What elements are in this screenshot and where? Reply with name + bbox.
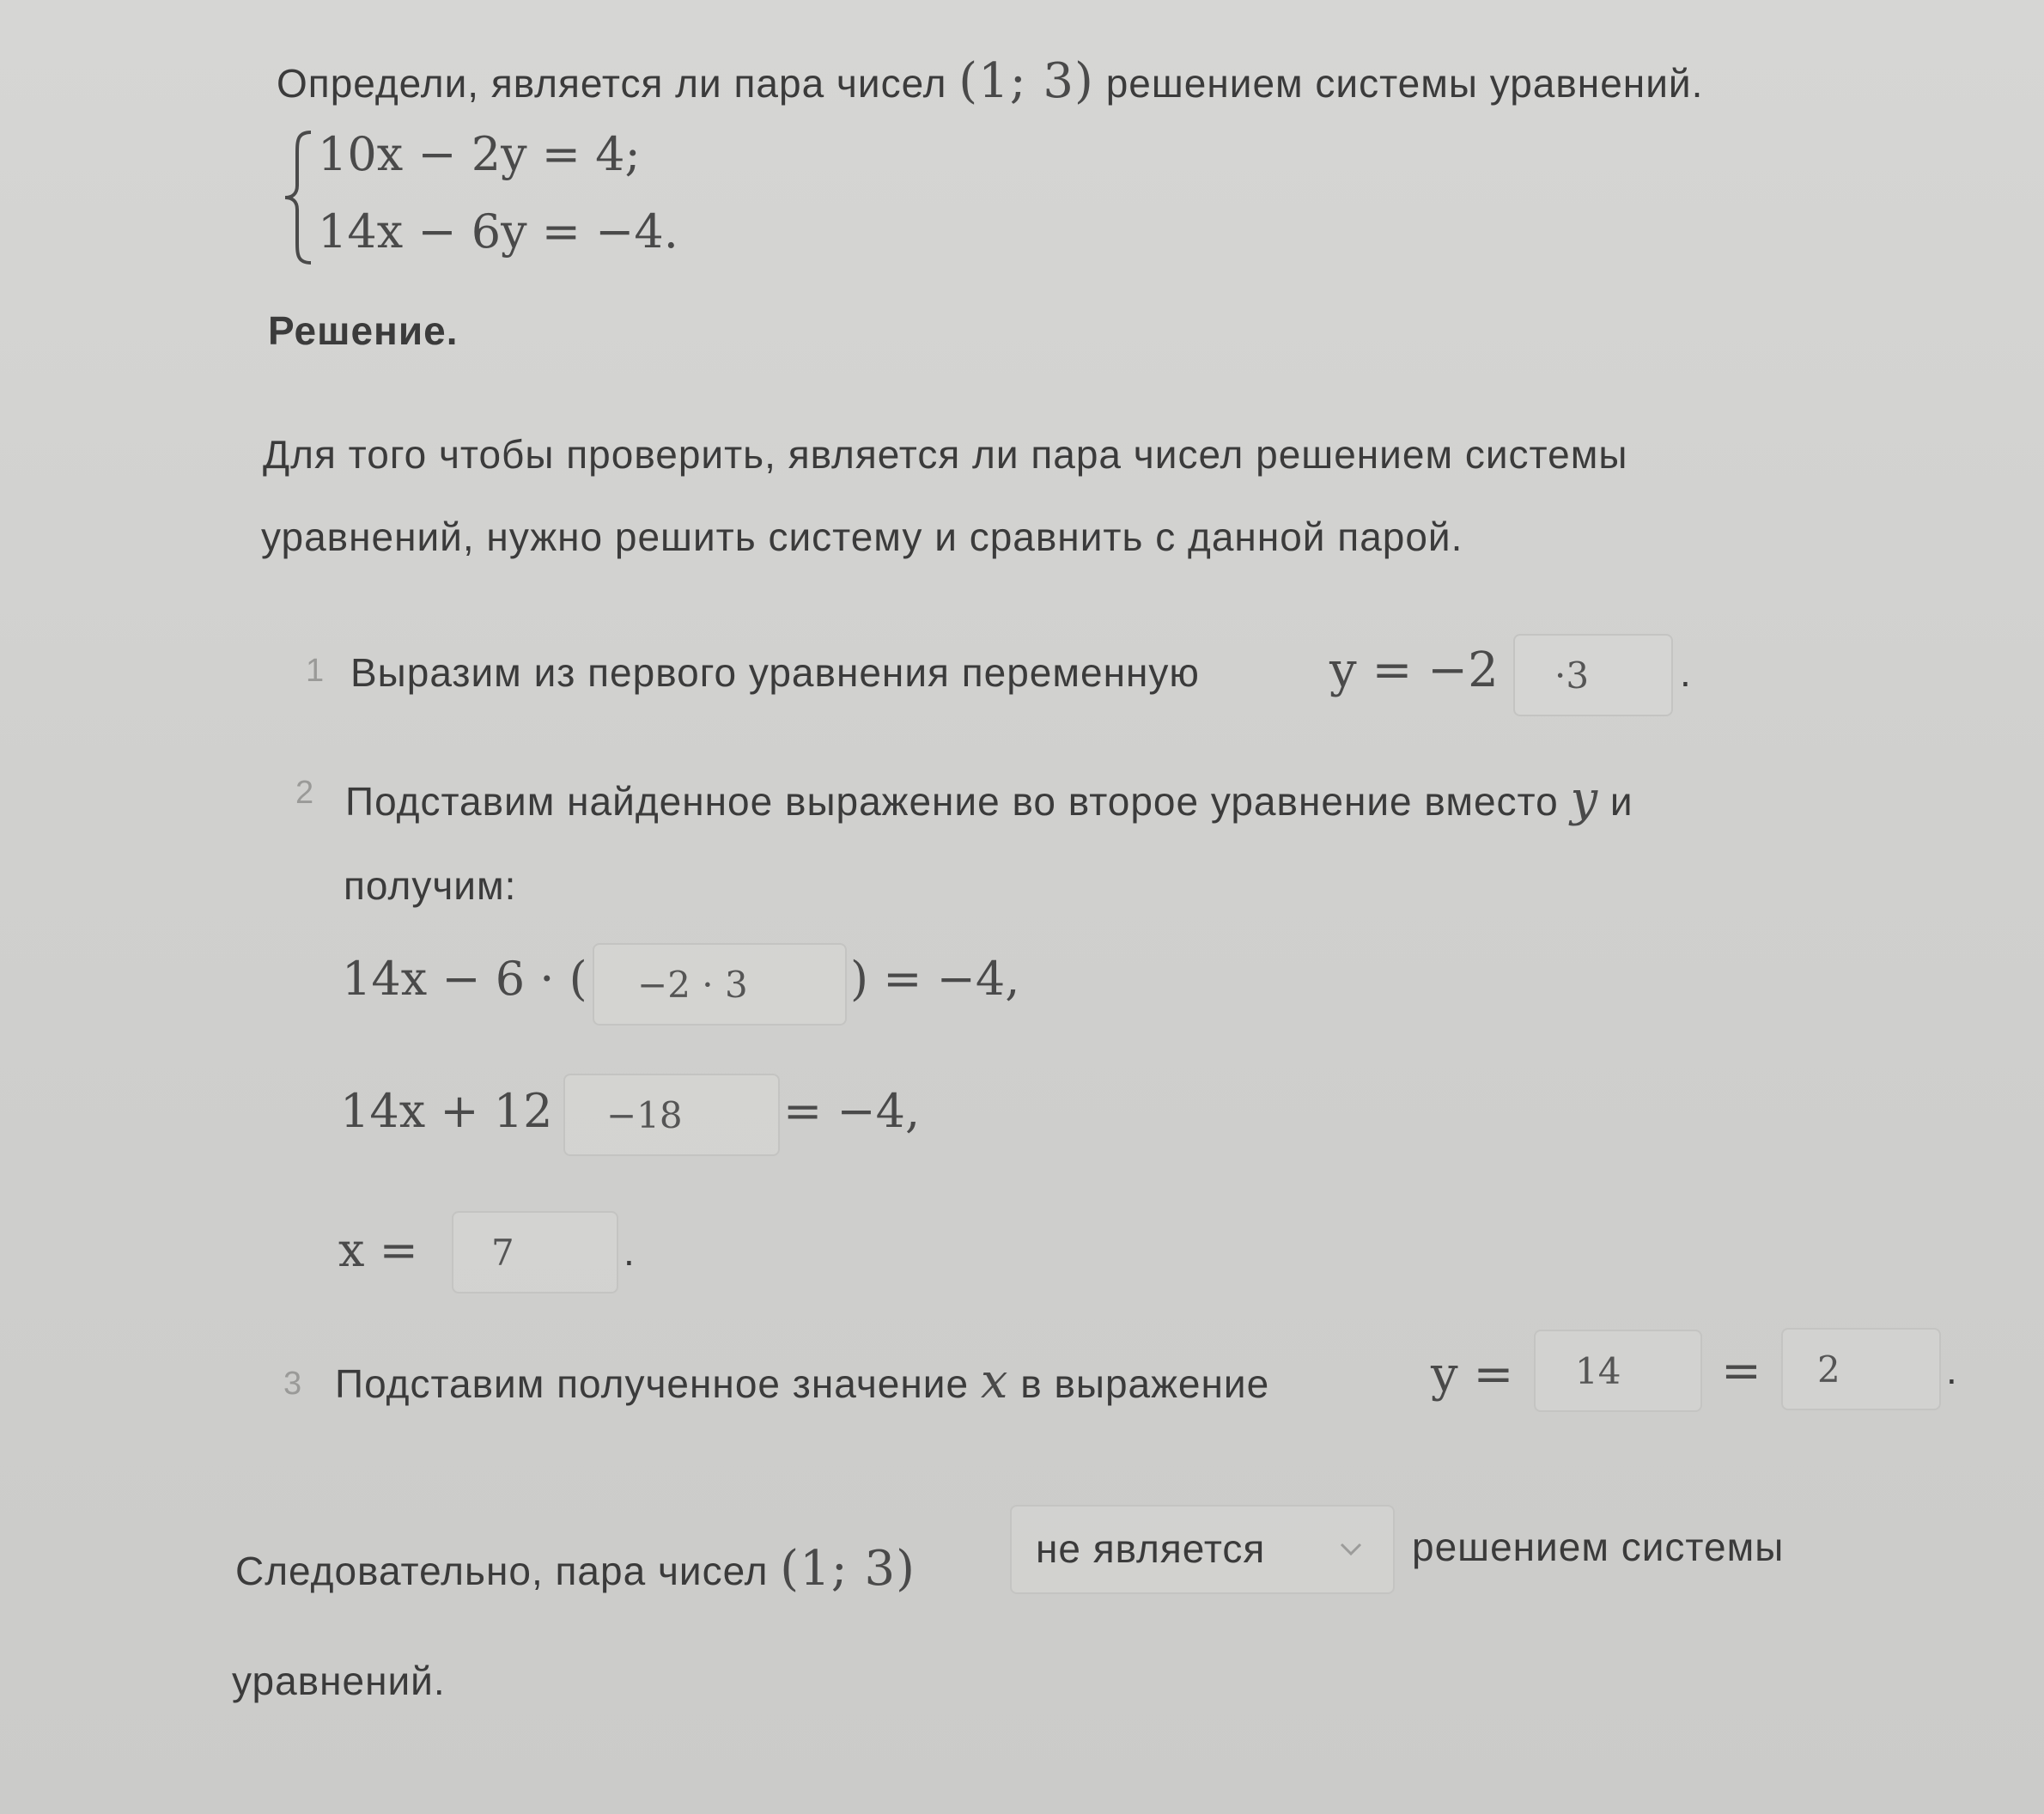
conclusion-text-1: Следовательно, пара чисел (1; 3): [235, 1541, 916, 1597]
system-brace: [282, 129, 316, 266]
step-1-number: 1: [306, 653, 325, 689]
solution-intro-line1: Для того чтобы проверить, является ли пара чисел решением системы: [263, 432, 1628, 477]
step-1-period: .: [1680, 650, 1692, 695]
step-3-answer-1-value: 14: [1575, 1349, 1621, 1392]
conclusion-text-3: уравнений.: [232, 1659, 446, 1703]
step-2-line-c-left: x =: [338, 1223, 418, 1277]
step-2-line-c-input[interactable]: [452, 1211, 618, 1294]
step-2-line-b-left: 14x + 12: [340, 1084, 553, 1138]
step-3-period: .: [1946, 1348, 1958, 1392]
step-3-expression: y =: [1431, 1347, 1514, 1403]
task-pair: (1; 3): [958, 53, 1094, 109]
task-prompt: Определи, является ли пара чисел (1; 3) решением системы уравнений.: [277, 53, 1704, 109]
step-1-expression: y = −2: [1329, 642, 1499, 698]
step-2-line-b-value: −18: [606, 1093, 683, 1136]
step-2-line-b-input[interactable]: [563, 1074, 780, 1156]
step-2-line-a-value: −2 · 3: [637, 963, 748, 1006]
step-3-answer-2-input[interactable]: [1781, 1328, 1941, 1410]
solution-intro-line2: уравнений, нужно решить систему и сравнить с данной парой.: [261, 514, 1463, 559]
step-2-line-a-right: ) = −4,: [850, 952, 1020, 1006]
equation-2: 14x − 6y = −4.: [318, 204, 678, 259]
equation-1: 10x − 2y = 4;: [318, 127, 641, 181]
conclusion-select-value: не является: [1036, 1526, 1266, 1571]
step-3-number: 3: [283, 1366, 302, 1402]
step-2-line-a-left: 14x − 6 · (: [342, 952, 587, 1006]
chevron-down-icon: [1338, 1541, 1364, 1558]
step-3-equals: =: [1721, 1343, 1761, 1399]
step-1-answer-input[interactable]: [1513, 634, 1673, 716]
step-2-text-line2: получим:: [344, 863, 517, 908]
step-2-line-c-period: .: [624, 1229, 636, 1274]
step-3-answer-2-value: 2: [1817, 1348, 1840, 1391]
conclusion-select[interactable]: [1010, 1505, 1395, 1594]
conclusion-pair: (1; 3): [780, 1541, 916, 1597]
step-2-variable: y: [1570, 771, 1599, 827]
step-3-answer-1-input[interactable]: [1534, 1330, 1702, 1412]
step-2-line-c-value: 7: [491, 1231, 514, 1274]
step-2-number: 2: [295, 775, 314, 811]
step-3-text: Подставим полученное значение x в выражение: [335, 1354, 1270, 1409]
solution-heading: Решение.: [268, 308, 459, 353]
step-2-line-a-input[interactable]: [593, 943, 847, 1026]
step-1-text: Выразим из первого уравнения переменную: [350, 650, 1200, 695]
step-3-variable: x: [980, 1354, 1009, 1409]
step-2-text-line1: Подставим найденное выражение во второе уравнение вместо y и: [345, 771, 1633, 827]
step-2-line-b-right: = −4,: [783, 1084, 921, 1138]
conclusion-text-2: решением системы: [1412, 1525, 1785, 1569]
step-1-answer-value: ·3: [1554, 654, 1590, 697]
